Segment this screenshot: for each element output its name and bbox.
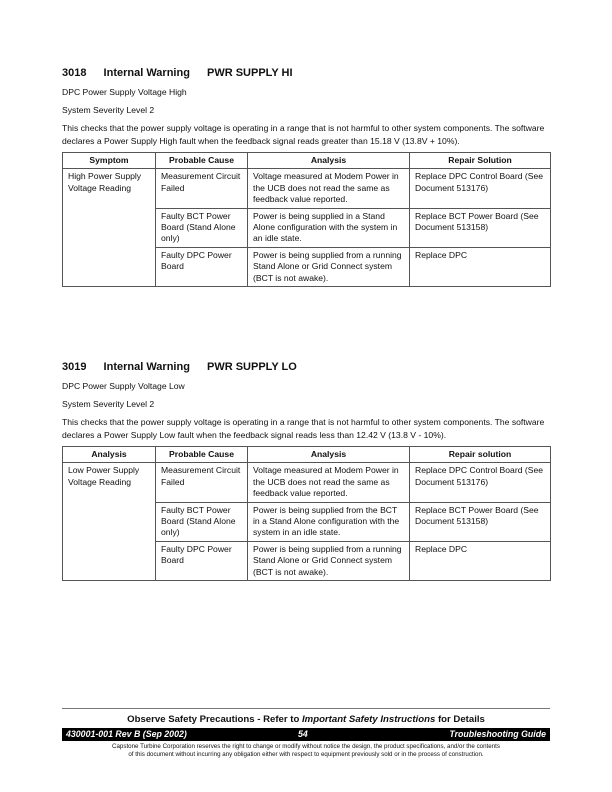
page-number: 54 <box>298 729 308 739</box>
analysis-cell: Power is being supplied from a running Stand Alone or Grid Connect system (BCT is not awake). <box>248 247 410 286</box>
warning-name: PWR SUPPLY HI <box>206 67 293 79</box>
solution-cell: Replace DPC <box>410 541 551 580</box>
warning-code: 3019 <box>62 361 87 373</box>
cause-cell: Faulty BCT Power Board (Stand Alone only) <box>156 502 248 541</box>
column-header: Repair Solution <box>410 153 551 169</box>
section-3018 <box>62 66 550 287</box>
legal-line: Capstone Turbine Corporation reserves the right to change or modify without notice the design, the product specifications, and/or the contents <box>112 743 500 750</box>
cause-cell: Faulty DPC Power Board <box>156 541 248 580</box>
warning-type: Internal Warning <box>103 361 190 373</box>
footer-bar <box>62 728 550 741</box>
analysis-cell: Power is being supplied from a running Stand Alone or Grid Connect system (BCT is not awake). <box>248 541 410 580</box>
solution-cell: Replace DPC Control Board (See Document 513176) <box>410 463 551 502</box>
safety-text-end: for Details <box>435 714 485 725</box>
analysis-cell: Power is being supplied in a Stand Alone configuration with the system in an idle state. <box>248 208 410 247</box>
section-subtitle: DPC Power Supply Voltage High <box>62 87 187 97</box>
guide-title: Troubleshooting Guide <box>449 729 546 739</box>
table-row <box>63 463 551 502</box>
safety-reference: Important Safety Instructions <box>302 714 436 725</box>
symptom-cell: High Power Supply Voltage Reading <box>63 169 156 287</box>
solution-cell: Replace DPC Control Board (See Document 513176) <box>410 169 551 208</box>
warning-name: PWR SUPPLY LO <box>206 361 297 373</box>
cause-cell: Faulty BCT Power Board (Stand Alone only) <box>156 208 248 247</box>
severity-level: System Severity Level 2 <box>62 399 155 409</box>
table-header-row <box>63 153 551 169</box>
legal-line: of this document without incurring any obligation either with respect to equipment previously sold or in the process of construction. <box>128 751 484 758</box>
section-heading <box>62 360 550 374</box>
analysis-cell: Voltage measured at Modem Power in the UCB does not read the same as feedback value reported. <box>248 169 410 208</box>
cause-cell: Measurement Circuit Failed <box>156 169 248 208</box>
analysis-cell: Voltage measured at Modem Power in the UCB does not read the same as feedback value reported. <box>248 463 410 502</box>
solution-cell: Replace DPC <box>410 247 551 286</box>
column-header: Analysis <box>248 447 410 463</box>
warning-type: Internal Warning <box>103 67 190 79</box>
section-3019 <box>62 360 550 581</box>
section-description: This checks that the power supply voltage is operating in a range that is not harmful to other system components. The software declares a Power Supply High fault when the feedback signal reads greater than 15.18 V (13.8V + 10%). <box>62 123 545 146</box>
column-header: Analysis <box>63 447 156 463</box>
symptom-cell: Low Power Supply Voltage Reading <box>63 463 156 581</box>
warning-code: 3018 <box>62 67 87 79</box>
column-header: Symptom <box>63 153 156 169</box>
troubleshooting-table <box>62 152 551 287</box>
troubleshooting-table <box>62 446 551 581</box>
column-header: Probable Cause <box>156 447 248 463</box>
safety-notice <box>62 713 550 726</box>
cause-cell: Measurement Circuit Failed <box>156 463 248 502</box>
solution-cell: Replace BCT Power Board (See Document 513158) <box>410 208 551 247</box>
column-header: Repair solution <box>410 447 551 463</box>
section-subtitle: DPC Power Supply Voltage Low <box>62 381 185 391</box>
column-header: Probable Cause <box>156 153 248 169</box>
footer-divider <box>62 708 550 709</box>
safety-text: Observe Safety Precautions - Refer to <box>127 714 303 725</box>
page-footer <box>62 708 550 759</box>
severity-level: System Severity Level 2 <box>62 105 155 115</box>
document-id: 430001-001 Rev B (Sep 2002) <box>66 729 187 739</box>
table-header-row <box>63 447 551 463</box>
analysis-cell: Power is being supplied from the BCT in a Stand Alone configuration with the system in an idle state. <box>248 502 410 541</box>
table-row <box>63 169 551 208</box>
section-description: This checks that the power supply voltage is operating in a range that is not harmful to other system components. The software declares a Power Supply Low fault when the feedback signal reads less than 12.42 V (13.8 V - 10%). <box>62 417 545 440</box>
section-heading <box>62 66 550 80</box>
legal-notice <box>62 743 550 759</box>
column-header: Analysis <box>248 153 410 169</box>
cause-cell: Faulty DPC Power Board <box>156 247 248 286</box>
solution-cell: Replace BCT Power Board (See Document 513158) <box>410 502 551 541</box>
